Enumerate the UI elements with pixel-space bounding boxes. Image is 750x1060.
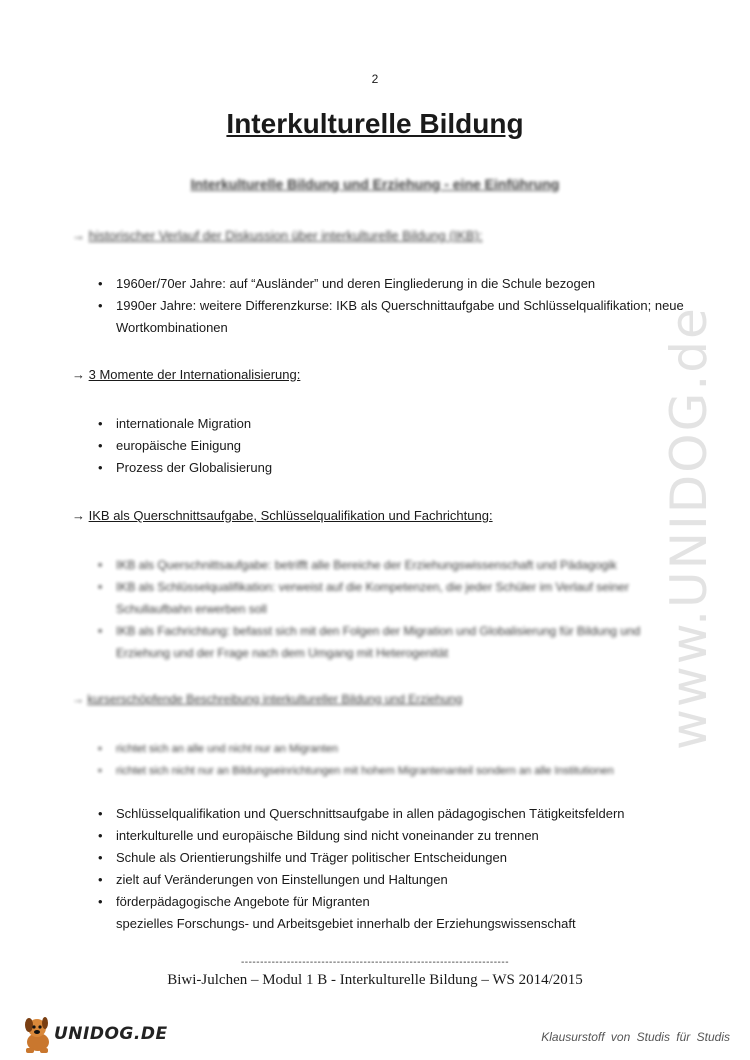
- list-item: • zielt auf Veränderungen von Einstellungen und Haltungen: [98, 869, 688, 891]
- logo-text: UNIDOG.DE: [54, 1024, 168, 1044]
- section-heading-ikb: [72, 508, 493, 523]
- list-item: spezielles Forschungs- und Arbeitsgebiet innerhalb der Erziehungswissenschaft: [116, 916, 576, 931]
- list-item: • internationale Migration: [98, 413, 688, 435]
- list-item: • interkulturelle und europäische Bildung sind nicht voneinander zu trennen: [98, 825, 688, 847]
- internationalization-list: [98, 413, 688, 479]
- list-item: • IKB als Querschnittsaufgabe: betrifft alle Bereiche der Erziehungswissenschaft und Pädagogik: [98, 554, 688, 576]
- watermark: www.UNIDOG.de: [660, 306, 718, 750]
- heading-text: 3 Momente der Internationalisierung:: [88, 367, 301, 382]
- list-item: • Schlüsselqualifikation und Querschnittsaufgabe in allen pädagogischen Tätigkeitsfeldern: [98, 803, 688, 825]
- arrow-icon: →: [72, 692, 84, 706]
- heading-text: IKB als Querschnittsaufgabe, Schlüsselqualifikation und Fachrichtung:: [88, 508, 493, 523]
- section-heading-history: [72, 228, 482, 243]
- list-item: • 1990er Jahre: weitere Differenzkurse: IKB als Querschnittaufgabe und Schlüsselqualifikation; neue Wortkombinationen: [98, 295, 688, 339]
- footer-text: Biwi-Julchen – Modul 1 B - Interkulturelle Bildung – WS 2014/2015: [167, 972, 583, 988]
- arrow-icon: →: [72, 508, 85, 523]
- list-item: • Schule als Orientierungshilfe und Träger politischer Entscheidungen: [98, 847, 688, 869]
- document-subtitle: Interkulturelle Bildung und Erziehung - eine Einführung: [190, 176, 560, 192]
- list-item: • richtet sich an alle und nicht nur an Migranten: [98, 738, 688, 760]
- list-item: • Prozess der Globalisierung: [98, 457, 688, 479]
- section-heading-description: [72, 692, 462, 706]
- list-item: • IKB als Schlüsselqualifikation: verweist auf die Kompetenzen, die jeder Schüler im Verlauf seiner Schullaufbahn erwerben soll: [98, 576, 688, 620]
- ikb-list: [98, 554, 688, 664]
- dog-icon: [22, 1014, 56, 1054]
- list-item: • europäische Einigung: [98, 435, 688, 457]
- arrow-icon: →: [72, 228, 85, 243]
- list-item: • 1960er/70er Jahre: auf “Ausländer” und deren Eingliederung in die Schule bezogen: [98, 273, 688, 295]
- list-item: • richtet sich nicht nur an Bildungseinrichtungen mit hohem Migrantenanteil sondern an alle Institutionen: [98, 760, 688, 782]
- list-item: • IKB als Fachrichtung: befasst sich mit den Folgen der Migration und Globalisierung für Bildung und Erziehung und der Frage nach dem Umgang mit Heterogenität: [98, 620, 688, 664]
- heading-text: historischer Verlauf der Diskussion über interkulturelle Bildung (IKB):: [88, 228, 483, 243]
- tagline: Klausurstoff von Studis für Studis: [541, 1030, 730, 1044]
- document-title: Interkulturelle Bildung: [226, 108, 524, 139]
- page-number: 2: [371, 72, 379, 86]
- footer-rule: ----------------------------------------------------------------------: [240, 957, 510, 968]
- heading-text: kurserschöpfende Beschreibung interkultureller Bildung und Erziehung: [87, 692, 463, 706]
- history-list: [98, 273, 688, 339]
- list-item: • förderpädagogische Angebote für Migranten: [98, 891, 688, 913]
- description-list: [98, 803, 688, 935]
- unidog-logo[interactable]: [22, 1014, 168, 1054]
- arrow-icon: →: [72, 367, 85, 382]
- section-heading-internationalization: [72, 367, 300, 382]
- description-list-blurred: [98, 738, 688, 782]
